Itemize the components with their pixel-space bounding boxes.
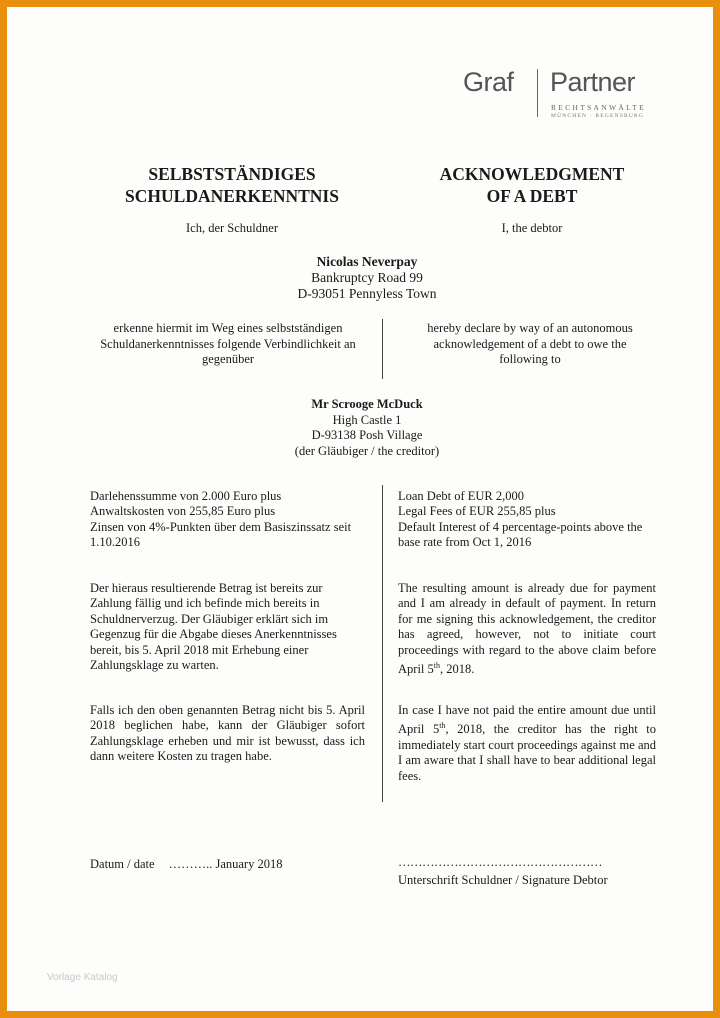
amounts-english: Loan Debt of EUR 2,000 Legal Fees of EUR 255,85 plus Default Interest of 4 percentage-points above the base rate from Oct 1, 2016 <box>398 489 643 550</box>
title-german: SELBSTSTÄNDIGES SCHULDANERKENNTNIS <box>125 164 339 206</box>
declaration-german: erkenne hiermit im Weg eines selbstständigen Schuldanerkenntnisses folgende Verbindlichkeit an gegenüber <box>100 321 356 366</box>
debtor-city: D-93051 Pennyless Town <box>297 286 437 301</box>
debtor-name: Nicolas Neverpay <box>316 254 418 269</box>
signature-label: Unterschrift Schuldner / Signature Debtor <box>398 873 608 887</box>
default-paragraph-german: Falls ich den oben genannten Betrag nicht bis 5. April 2018 beglichen habe, kann der Gläubiger sofort Zahlungsklage erheben und mir ist bewusst, dass ich dann weitere Kosten zu tragen habe. <box>90 703 365 764</box>
date-label: Datum / date <box>90 857 155 871</box>
column-divider-lower <box>382 485 383 802</box>
debtor-street: Bankruptcy Road 99 <box>311 270 423 285</box>
logo-subtitle: RECHTSANWÄLTE <box>551 103 647 112</box>
creditor-role: (der Gläubiger / the creditor) <box>294 443 440 458</box>
date-value: ……….. January 2018 <box>168 857 283 871</box>
amounts-german: Darlehenssumme von 2.000 Euro plus Anwaltskosten von 255,85 Euro plus Zinsen von 4%-Punkten über dem Basiszinssatz seit 1.10.2016 <box>90 489 352 550</box>
declaration-english: hereby declare by way of an autonomous acknowledgement of a debt to owe the following to <box>427 321 633 366</box>
debtor-intro-english: I, the debtor <box>501 221 563 235</box>
logo-name-left: Graf <box>463 67 514 97</box>
creditor-name: Mr Scrooge McDuck <box>311 397 423 411</box>
title-english: ACKNOWLEDGMENT OF A DEBT <box>439 164 625 206</box>
logo-locations: MÜNCHEN · REGENSBURG <box>551 113 645 119</box>
default-paragraph-english: In case I have not paid the entire amount due until April 5th, 2018, the creditor has the right to immediately start court proceedings against me and I am aware that I shall have to bear additional legal fees. <box>398 703 657 783</box>
debtor-address <box>207 254 527 302</box>
logo-divider <box>537 69 538 117</box>
creditor-address <box>207 397 527 459</box>
debtor-intro-german: Ich, der Schuldner <box>186 221 278 235</box>
signature-line: …………………………………………… <box>398 855 602 869</box>
logo-name-right: Partner <box>550 67 636 97</box>
column-divider <box>382 319 383 379</box>
date-line <box>90 857 370 872</box>
due-paragraph-english: The resulting amount is already due for payment and I am already in default of payment. In return for me signing this acknowledgement, the creditor has agreed, however, not to initiate court proceedings with regard to the above claim before April 5th, 2018. <box>398 581 656 677</box>
due-paragraph-german: Der hieraus resultierende Betrag ist bereits zur Zahlung fällig und ich befinde mich bereits in Schuldnerverzug. Der Gläubiger erklärt sich im Gegenzug für die Abgabe dieses Anerkenntnisses bereit, bis 5. April 2018 mit Erhebung einer Zahlungsklage zu warten. <box>90 581 337 673</box>
watermark-text: Vorlage Katalog <box>47 972 118 983</box>
creditor-city: D-93138 Posh Village <box>311 428 423 442</box>
creditor-street: High Castle 1 <box>332 412 402 427</box>
